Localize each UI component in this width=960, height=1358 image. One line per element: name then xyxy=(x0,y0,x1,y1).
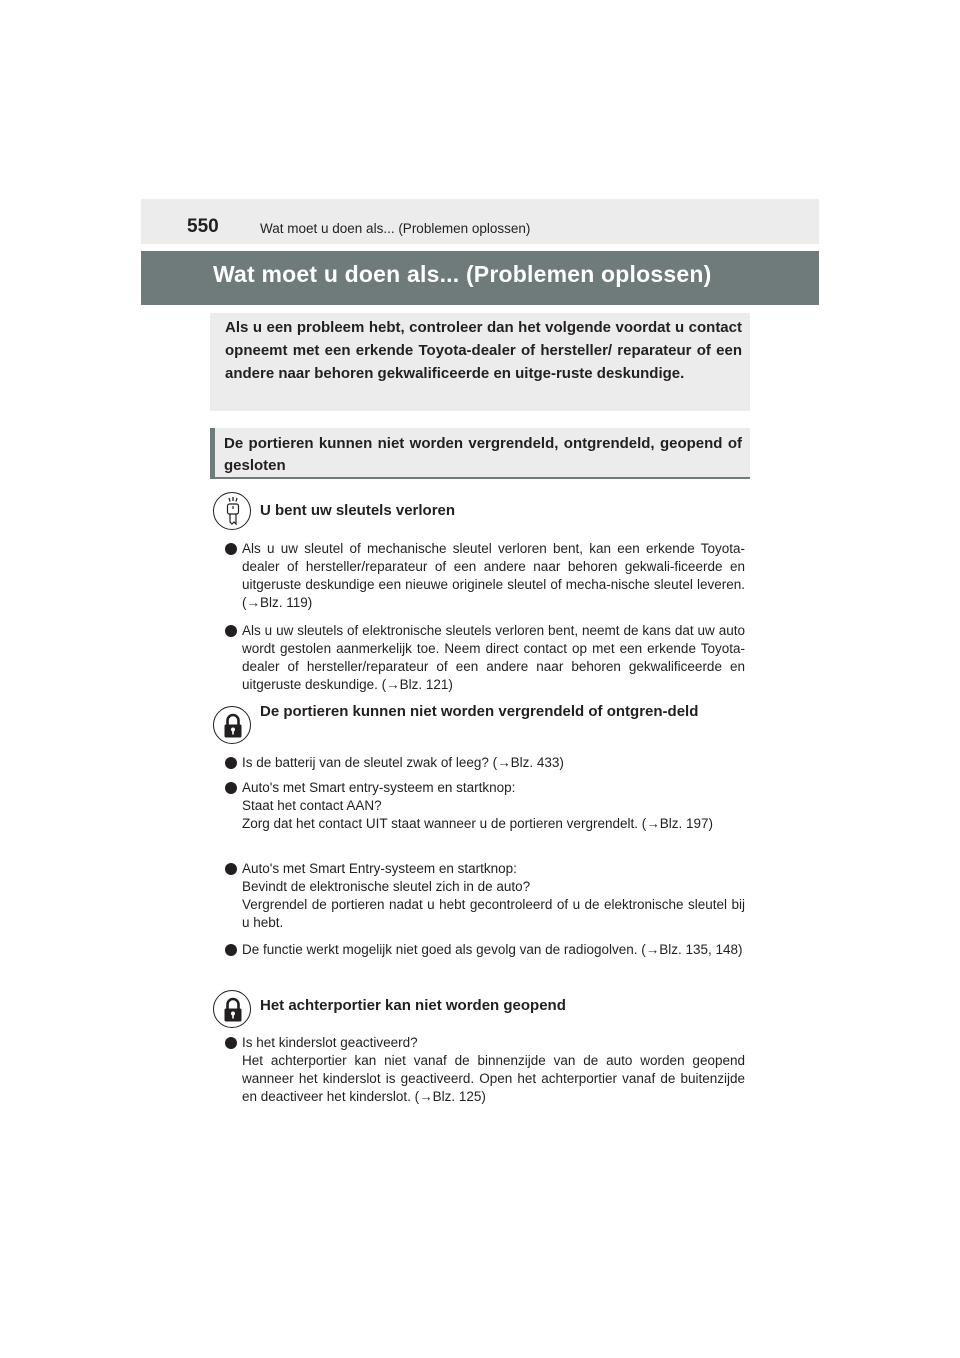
page-title-bar xyxy=(141,251,819,305)
section-title: De portieren kunnen niet worden vergrendeld, ontgrendeld, geopend of gesloten xyxy=(224,435,742,474)
list-item: Auto's met Smart entry-systeem en startknop: Staat het contact AAN? Zorg dat het contact UIT staat wanneer u de portieren vergrendelt. (→Blz. 197) xyxy=(225,779,745,833)
list-item: Is het kinderslot geactiveerd? Het achterportier kan niet vanaf de binnenzijde van de auto worden geopend wanneer het kinderslot is geactiveerd. Open het achterportier vanaf de buitenzijde en deactiveer het kinderslot. (→Blz. 125) xyxy=(225,1034,745,1106)
bullet-dot xyxy=(225,863,237,875)
running-header-title: Wat moet u doen als... (Problemen oplossen) xyxy=(260,221,531,236)
list-item: Als u uw sleutel of mechanische sleutel verloren bent, kan een erkende Toyota-dealer of hersteller/reparateur of een andere naar behoren gekwali-ficeerde en uitgeruste deskundige een nieuwe originele sleutel of mecha-nische sleutel leveren. (→Blz. 119) xyxy=(225,540,745,612)
section-accent-bar xyxy=(210,428,215,477)
bullet-dot xyxy=(225,543,237,555)
subheading-cannot-lock: De portieren kunnen niet worden vergrendeld of ontgren-deld xyxy=(260,703,699,720)
bullet-dot xyxy=(225,944,237,956)
subheading-rear-door: Het achterportier kan niet worden geopend xyxy=(260,997,566,1014)
padlock-icon xyxy=(213,706,251,744)
list-item: Als u uw sleutels of elektronische sleutels verloren bent, neemt de kans dat uw auto wordt gestolen aanmerkelijk toe. Neem direct contact op met een erkende Toyota-dealer of hersteller/reparateur of een andere naar behoren gekwalificeerde en uitgeruste deskundige. (→Blz. 121) xyxy=(225,622,745,694)
section-heading-box xyxy=(210,428,750,479)
bullet-dot xyxy=(225,757,237,769)
padlock-icon xyxy=(213,990,251,1028)
list-item: Is de batterij van de sleutel zwak of leeg? (→Blz. 433) xyxy=(225,754,745,772)
page-number: 550 xyxy=(187,216,219,237)
bullet-dot xyxy=(225,782,237,794)
list-item: Auto's met Smart Entry-systeem en startknop: Bevindt de elektronische sleutel zich in de auto? Vergrendel de portieren nadat u hebt gecontroleerd of u de elektronische sleutel bij u hebt. xyxy=(225,860,745,932)
intro-box: Als u een probleem hebt, controleer dan het volgende voordat u contact opneemt met een erkende Toyota-dealer of hersteller/ reparateur of een andere naar behoren gekwalificeerde en uitge-ruste deskundige. xyxy=(210,313,750,411)
key-icon xyxy=(213,492,251,530)
list-item: De functie werkt mogelijk niet goed als gevolg van de radiogolven. (→Blz. 135, 148) xyxy=(225,941,745,959)
bullet-dot xyxy=(225,625,237,637)
page-title: Wat moet u doen als... (Problemen oplossen) xyxy=(213,261,712,287)
subheading-lost-keys: U bent uw sleutels verloren xyxy=(260,502,456,519)
bullet-dot xyxy=(225,1037,237,1049)
